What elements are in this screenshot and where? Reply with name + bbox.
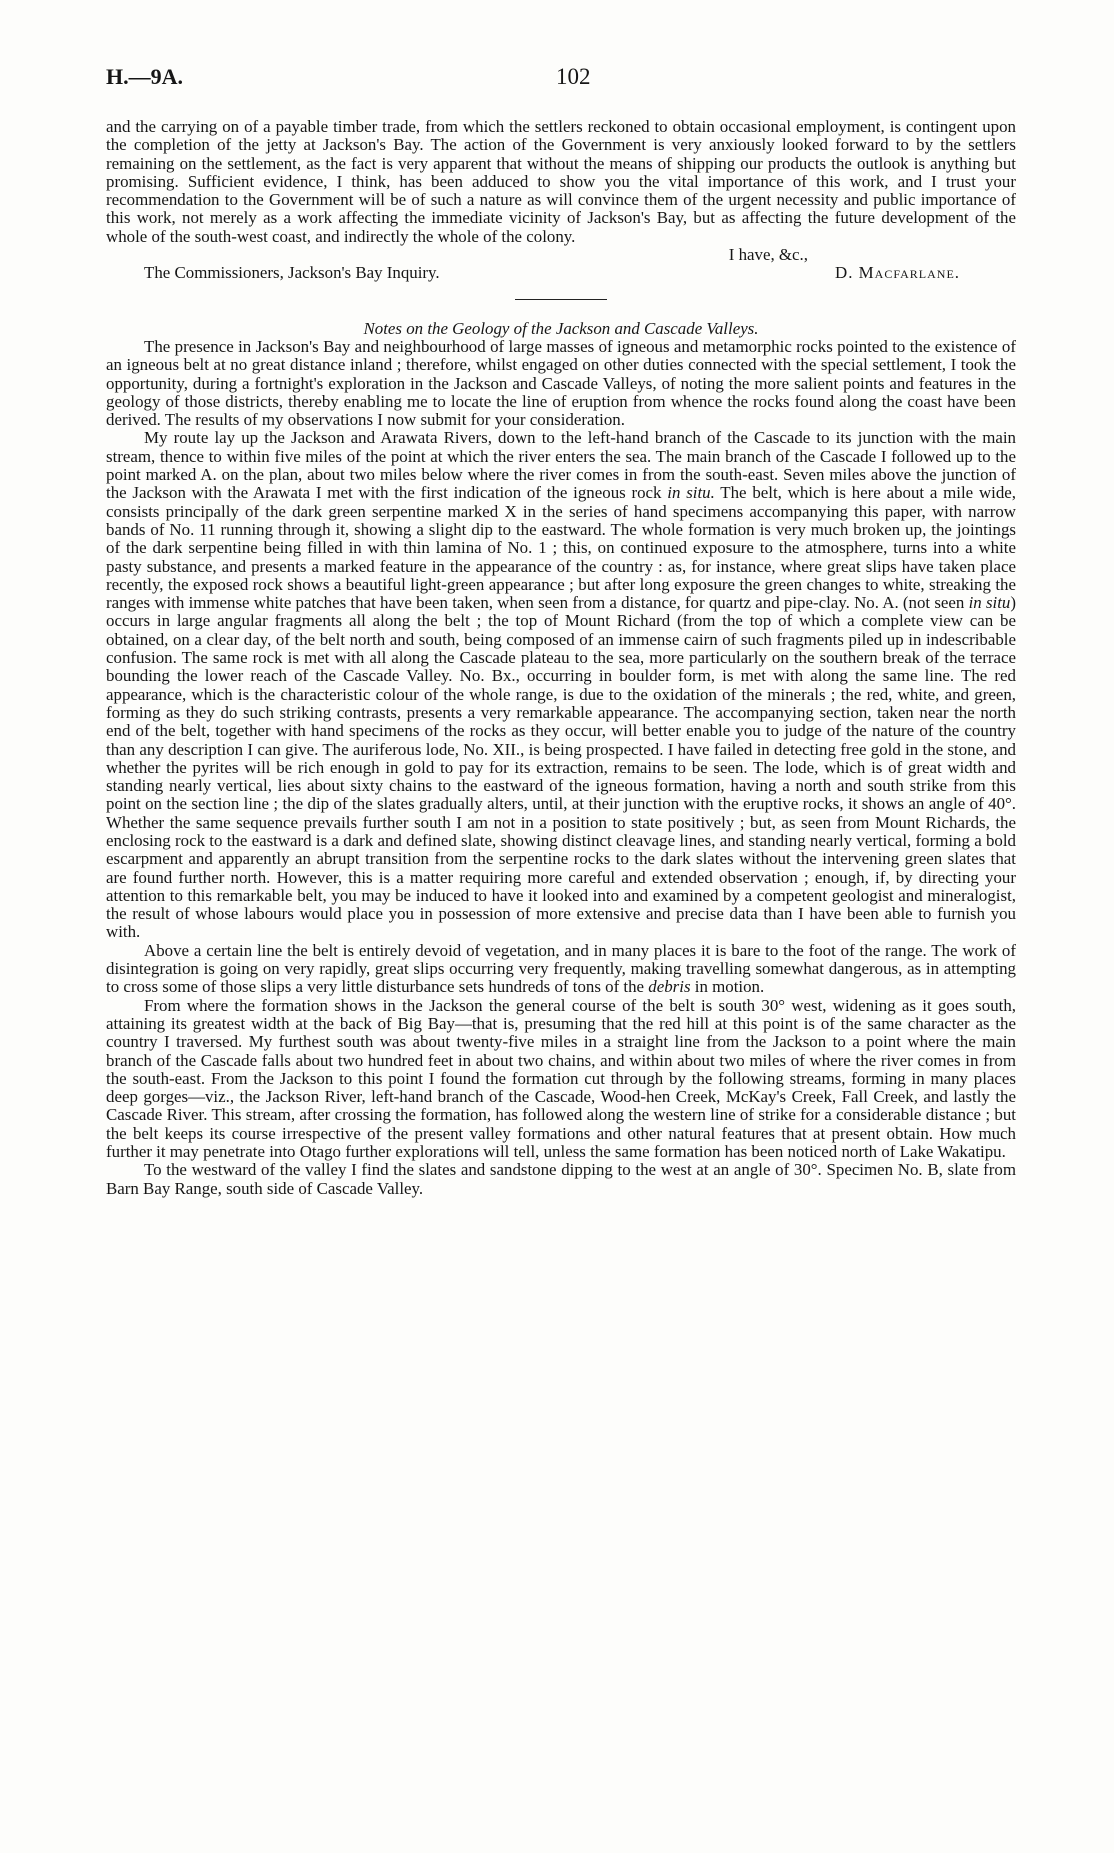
page-header xyxy=(106,64,1016,94)
addressee: The Commissioners, Jackson's Bay Inquiry. xyxy=(144,263,440,283)
para2-text-c: ) occurs in large angular fragments all along the belt ; the top of Mount Richard (from the top of which a complete view can be obtained, on a clear day, of the belt north and south, being composed of an immense cairn of such fragments piled up in indescribable confusion. The same rock is met with all along the Cascade plateau to the sea, more particularly on the southern break of the terrace bounding the lower reach of the Cascade Valley. No. Bx., occurring in boulder form, is met with along the same line. The red appearance, which is the characteristic colour of the whole range, is due to the oxidation of the minerals ; the red, white, and green, forming as they do such striking contrasts, presents a very remarkable appearance. The accompanying section, taken near the north end of the belt, together with hand specimens of the rocks as they occur, will better enable you to judge of the nature of the country than any description I can give. The auriferous lode, No. XII., is being prospected. I have failed in detecting free gold in the stone, and whether the pyrites will be rich enough in gold to pay for its extraction, remains to be seen. The lode, which is of great width and standing nearly vertical, lies about sixty chains to the eastward of the igneous formation, having a north and south strike from this point on the section line ; the dip of the slates gradually alters, until, at their junction with the eruptive rocks, it shows an angle of 40°. Whether the same sequence prevails further south I am not in a position to state positively ; but, as seen from Mount Richards, the enclosing rock to the eastward is a dark and defined slate, showing distinct cleavage lines, and standing nearly vertical, forming a bold escarpment and apparently an abrupt transition from the serpentine rocks to the dark slates without the intervening green slates that are found further north. However, this is a matter requiring more careful and extended observation ; enough, if, by directing your attention to this remarkable belt, you may be induced to have it looked into and examined by a competent geologist and mineralogist, the result of whose labours would place you in possession of more extensive and precise data than I have been able to furnish you with. xyxy=(106,593,1016,942)
para3-text-b: in motion. xyxy=(690,977,765,997)
section-divider-rule xyxy=(515,299,607,300)
para3-text-a: Above a certain line the belt is entirely devoid of vegetation, and in many places it is bare to the foot of the range. The work of disintegration is going on very rapidly, great slips occurring very frequently, making travelling somewhat dangerous, as in attempting to cross some of those slips a very little disturbance sets hundreds of tons of the xyxy=(106,940,1016,997)
notes-title: Notes on the Geology of the Jackson and Cascade Valleys. xyxy=(363,318,759,338)
notes-paragraph-1: The presence in Jackson's Bay and neighbourhood of large masses of igneous and metamorphic rocks pointed to the existence of an igneous belt at no great distance inland ; therefore, whilst engaged on other duties connected with the special settlement, I took the opportunity, during a fortnight's exploration in the Jackson and Cascade Valleys, of noting the more salient points and features in the geology of those districts, thereby enabling me to locate the line of eruption from whence the rocks found along the coast have been derived. The results of my observations I now submit for your consideration. xyxy=(106,336,1016,430)
para2-text-a: My route lay up the Jackson and Arawata Rivers, down to the left-hand branch of the Cascade to its junction with the main stream, thence to within five miles of the point at which the river enters the sea. The main branch of the Cascade I followed up to the point marked A. on the plan, about two miles below where the river comes in from the south-east. Seven miles above the junction of the Jackson with the Arawata I met with the first indication of the igneous rock xyxy=(106,428,1016,503)
page-number: 102 xyxy=(556,64,591,89)
para2-italic-in-situ-2: in situ xyxy=(968,593,1011,613)
page-body xyxy=(106,118,1016,1198)
notes-paragraph-3 xyxy=(106,942,1016,997)
notes-paragraph-2 xyxy=(106,429,1016,941)
signature: D. Macfarlane. xyxy=(835,263,960,283)
sign-off-row xyxy=(106,246,1016,264)
letter-closing-paragraph: and the carrying on of a payable timber trade, from which the settlers reckoned to obtain occasional employment, is contingent upon the completion of the jetty at Jackson's Bay. The action of the Government is very anxiously looked forward to by the settlers remaining on the settlement, as the fact is very apparent that without the means of shipping our products the outlook is anything but promising. Sufficient evidence, I think, has been adduced to show you the vital importance of this work, and I trust your recommendation to the Government will be of such a nature as will convince them of the urgent necessity and public importance of this work, not merely as a work affecting the immediate vicinity of Jackson's Bay, but as affecting the future development of the whole of the south-west coast, and indirectly the whole of the colony. xyxy=(106,117,1016,246)
notes-paragraph-4: From where the formation shows in the Jackson the general course of the belt is south 30° west, widening as it goes south, attaining its greatest width at the back of Big Bay—that is, presuming that the red hill at this point is of the same character as the country I traversed. My furthest south was about twenty-five miles in a straight line from the Jackson to a point where the main branch of the Cascade falls about two hundred feet in about two chains, and within about two miles of where the river comes in from the south-east. From the Jackson to this point I found the formation cut through by the following streams, forming in many places deep gorges—viz., the Jackson River, left-hand branch of the Cascade, Wood-hen Creek, McKay's Creek, Fall Creek, and lastly the Cascade River. This stream, after crossing the formation, has followed along the western line of strike for a considerable distance ; but the belt keeps its course irrespective of the present valley formations and other natural features that at present obtain. How much further it may penetrate into Otago further explorations will tell, unless the same formation has been noticed north of Lake Wakatipu. xyxy=(106,995,1016,1162)
addressee-row xyxy=(106,264,1016,282)
para2-italic-in-situ-1: in situ. xyxy=(667,483,715,503)
paper-reference: H.—9A. xyxy=(106,64,183,89)
i-have-line: I have, &c., xyxy=(728,245,808,265)
para3-italic-debris: debris xyxy=(648,977,691,997)
para2-text-b: The belt, which is here about a mile wide, consists principally of the dark green serpentine marked X in the series of hand specimens accompanying this paper, with narrow bands of No. 11 running through it, showing a slight dip to the eastward. The whole formation is very much broken up, the jointings of the dark serpentine being filled in with thin lamina of No. 1 ; this, on continued exposure to the atmosphere, turns into a white pasty substance, and presents a marked feature in the appearance of the country : as, for instance, where great slips have taken place recently, the exposed rock shows a beautiful light-green appearance ; but after long exposure the green changes to white, streaking the ranges with immense white patches that have been taken, when seen from a distance, for quartz and pipe-clay. No. A. (not seen xyxy=(106,483,1016,613)
notes-paragraph-5: To the westward of the valley I find the slates and sandstone dipping to the west at an angle of 30°. Specimen No. B, slate from Barn Bay Range, south side of Cascade Valley. xyxy=(106,1160,1016,1198)
